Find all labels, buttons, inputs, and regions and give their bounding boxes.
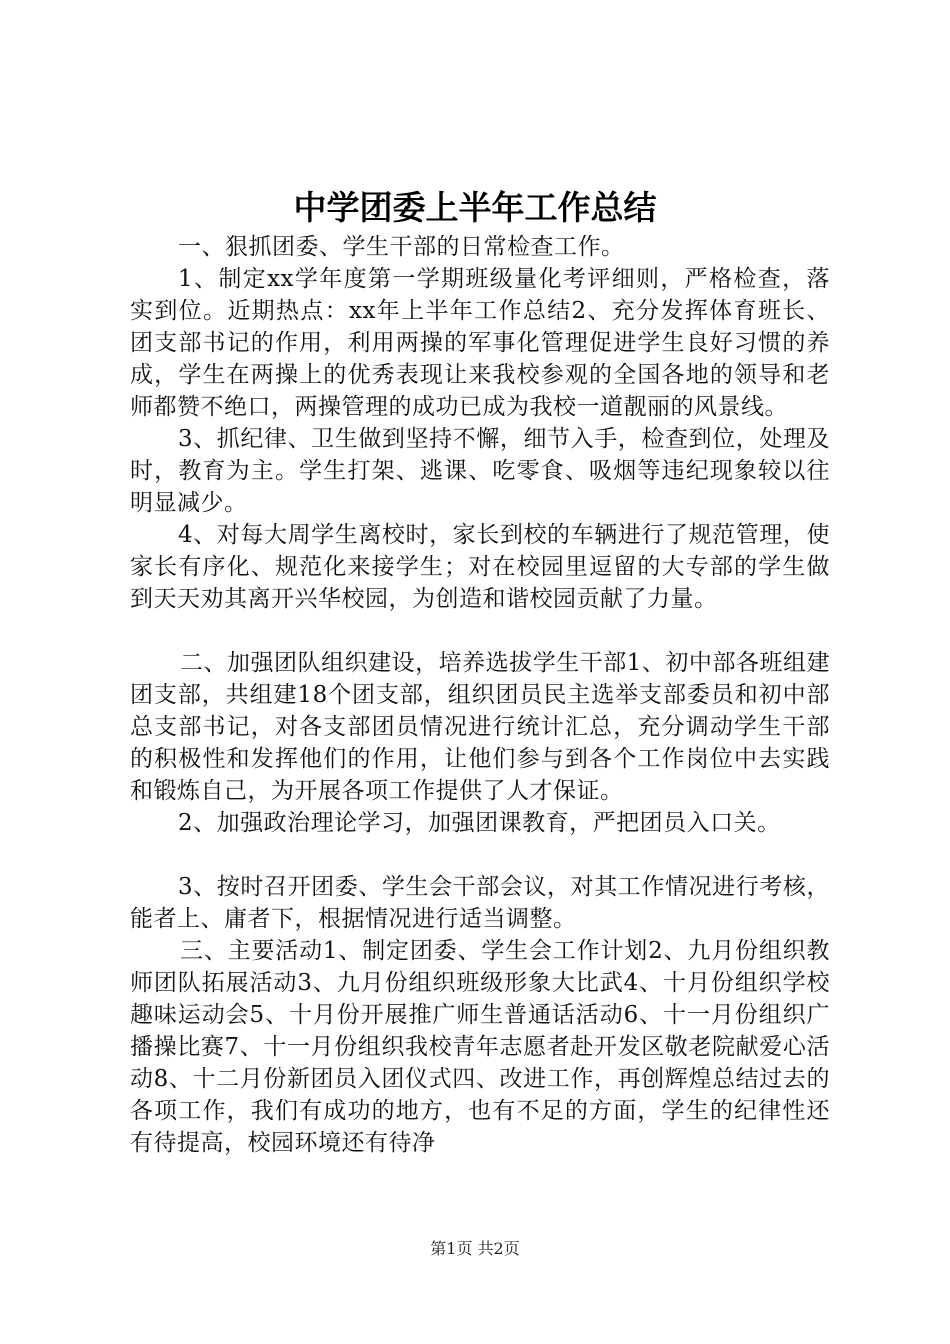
paragraph-item-3: 3、抓纪律、卫生做到坚持不懈，细节入手，检查到位，处理及时，教育为主。学生打架、逃课、吃零食、吸烟等违纪现象较以往明显减少。 (130, 426, 830, 516)
paragraph-section-2: 二、加强团队组织建设，培养选拔学生干部1、初中部各班组建团支部，共组建18个团支部，组织团员民主选举支部委员和初中部总支部书记，对各支部团员情况进行统计汇总，充分调动学生干部的积极性和发挥他们的作用，让他们参与到各个工作岗位中去实践和锻炼自己，为开展各项工作提供了人才保证。 (130, 650, 830, 804)
page-footer: 第1页 共2页 (430, 1239, 520, 1258)
paragraph-section-1-heading: 一、狠抓团委、学生干部的日常检查工作。 (178, 234, 625, 260)
document-body (130, 231, 830, 1159)
paragraph-section-2-item-3: 3、按时召开团委、学生会干部会议，对其工作情况进行考核，能者上、庸者下，根据情况进行适当调整。 (130, 874, 830, 932)
paragraph-spacer (130, 615, 830, 647)
paragraph-section-2-item-2: 2、加强政治理论学习，加强团课教育，严把团员入口关。 (178, 810, 781, 836)
paragraph-item-4: 4、对每大周学生离校时，家长到校的车辆进行了规范管理，使家长有序化、规范化来接学生；对在校园里逗留的大专部的学生做到天天劝其离开兴华校园，为创造和谐校园贡献了力量。 (130, 522, 830, 612)
paragraph-section-3: 三、主要活动1、制定团委、学生会工作计划2、九月份组织教师团队拓展活动3、九月份组织班级形象大比武4、十月份组织学校趣味运动会5、十月份开展推广师生普通话活动6、十一月份组织广播操比赛7、十一月份组织我校青年志愿者赴开发区敬老院献爱心活动8、十二月份新团员入团仪式四、改进工作，再创辉煌总结过去的各项工作，我们有成功的地方，也有不足的方面，学生的纪律性还有待提高，校园环境还有待净 (130, 938, 830, 1156)
document-title: 中学团委上半年工作总结 (293, 188, 657, 227)
paragraph-item-1-2: 1、制定xx学年度第一学期班级量化考评细则，严格检查，落实到位。近期热点：xx年上半年工作总结2、充分发挥体育班长、团支部书记的作用，利用两操的军事化管理促进学生良好习惯的养成，学生在两操上的优秀表现让来我校参观的全国各地的领导和老师都赞不绝口，两操管理的成功已成为我校一道靓丽的风景线。 (130, 266, 830, 420)
paragraph-spacer (130, 839, 830, 871)
